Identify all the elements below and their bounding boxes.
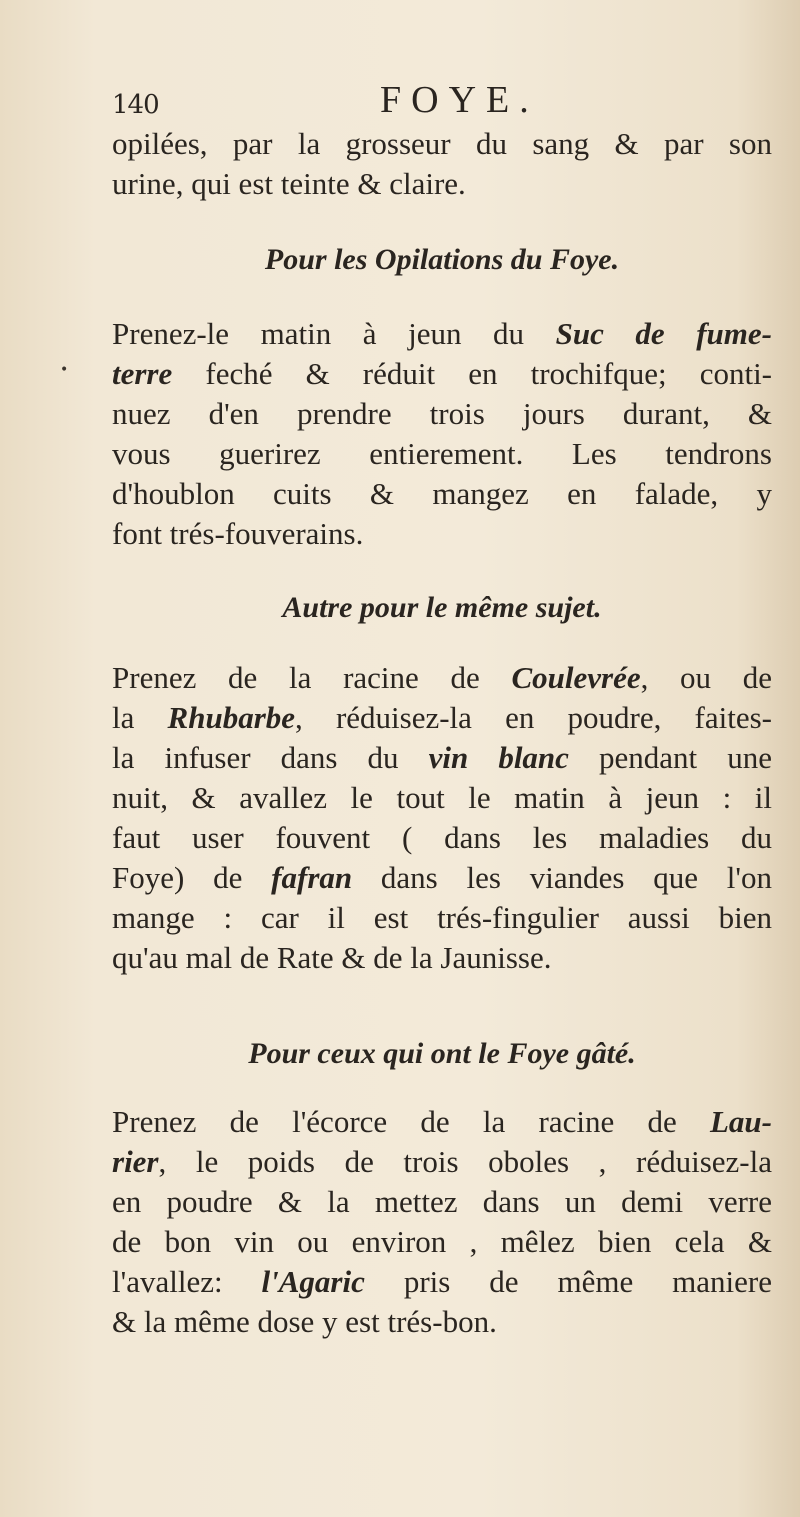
text-line (112, 698, 772, 738)
section-heading-opilations: Pour les Opilations du Foye. (264, 243, 620, 276)
text-run: Prenez de l'écorce de la racine de (112, 1104, 710, 1139)
text-line: nuit, & avallez le tout le matin à jeun : il (112, 780, 772, 815)
text-line: & la même dose y est trés-bon. (112, 1304, 497, 1339)
text-line: qu'au mal de Rate & de la Jaunisse. (112, 940, 552, 975)
section-heading-gate: Pour ceux qui ont le Foye gâté. (248, 1037, 636, 1070)
text-line: faut user fouvent ( dans les maladies du (112, 820, 772, 855)
text-line (112, 1102, 772, 1142)
italic-term: Rhubarbe (167, 700, 296, 735)
page-header (112, 78, 612, 122)
text-line: urine, qui est teinte & claire. (112, 166, 466, 201)
italic-term: Lau- (710, 1104, 772, 1139)
intro-paragraph (112, 124, 772, 204)
italic-term: fafran (271, 860, 353, 895)
text-run: pris de même maniere (364, 1264, 772, 1299)
paragraph-autre (112, 658, 772, 978)
italic-term: vin blanc (428, 740, 569, 775)
margin-mark: • (60, 362, 69, 378)
text-run: feché & réduit en trochifque; conti- (172, 356, 772, 391)
paragraph-gate (112, 1102, 772, 1342)
page-number: 140 (112, 90, 159, 120)
text-line: de bon vin ou environ , mêlez bien cela & (112, 1224, 772, 1259)
text-line (112, 1142, 772, 1182)
text-line (112, 858, 772, 898)
text-line (112, 1262, 772, 1302)
text-run: Foye) de (112, 860, 272, 895)
text-line: mange : car il est trés-fingulier aussi bien (112, 900, 772, 935)
text-line (112, 314, 772, 354)
text-run: pendant une (568, 740, 772, 775)
text-line: en poudre & la mettez dans un demi verre (112, 1184, 772, 1219)
text-line (112, 354, 772, 394)
text-line (112, 738, 772, 778)
section-heading-autre: Autre pour le même sujet. (282, 591, 602, 624)
text-line: font trés-fouverains. (112, 516, 364, 551)
running-head: FOYE. (380, 79, 539, 121)
text-run: la (112, 700, 168, 735)
text-line: vous guerirez entierement. Les tendrons (112, 436, 772, 471)
text-run: dans les viandes que l'on (352, 860, 772, 895)
text-run: la infuser dans du (112, 740, 429, 775)
text-run: l'avallez: (112, 1264, 262, 1299)
text-line: nuez d'en prendre trois jours durant, & (112, 396, 772, 431)
text-run: , réduisez-la en poudre, faites- (295, 700, 772, 735)
text-run: , ou de (640, 660, 773, 695)
text-line: opilées, par la grosseur du sang & par son (112, 126, 772, 161)
italic-term: Coulevrée (511, 660, 641, 695)
body-text (112, 124, 772, 1342)
italic-term: rier (112, 1144, 159, 1179)
text-line: d'houblon cuits & mangez en falade, y (112, 476, 772, 511)
text-line (112, 658, 772, 698)
italic-term: terre (112, 356, 173, 391)
text-run: , le poids de trois oboles , réduisez-la (158, 1144, 772, 1179)
italic-term: Suc de fume- (555, 316, 772, 351)
italic-term: l'Agaric (261, 1264, 365, 1299)
text-run: Prenez de la racine de (112, 660, 512, 695)
text-run: Prenez-le matin à jeun du (112, 316, 556, 351)
paragraph-opilations (112, 314, 772, 554)
